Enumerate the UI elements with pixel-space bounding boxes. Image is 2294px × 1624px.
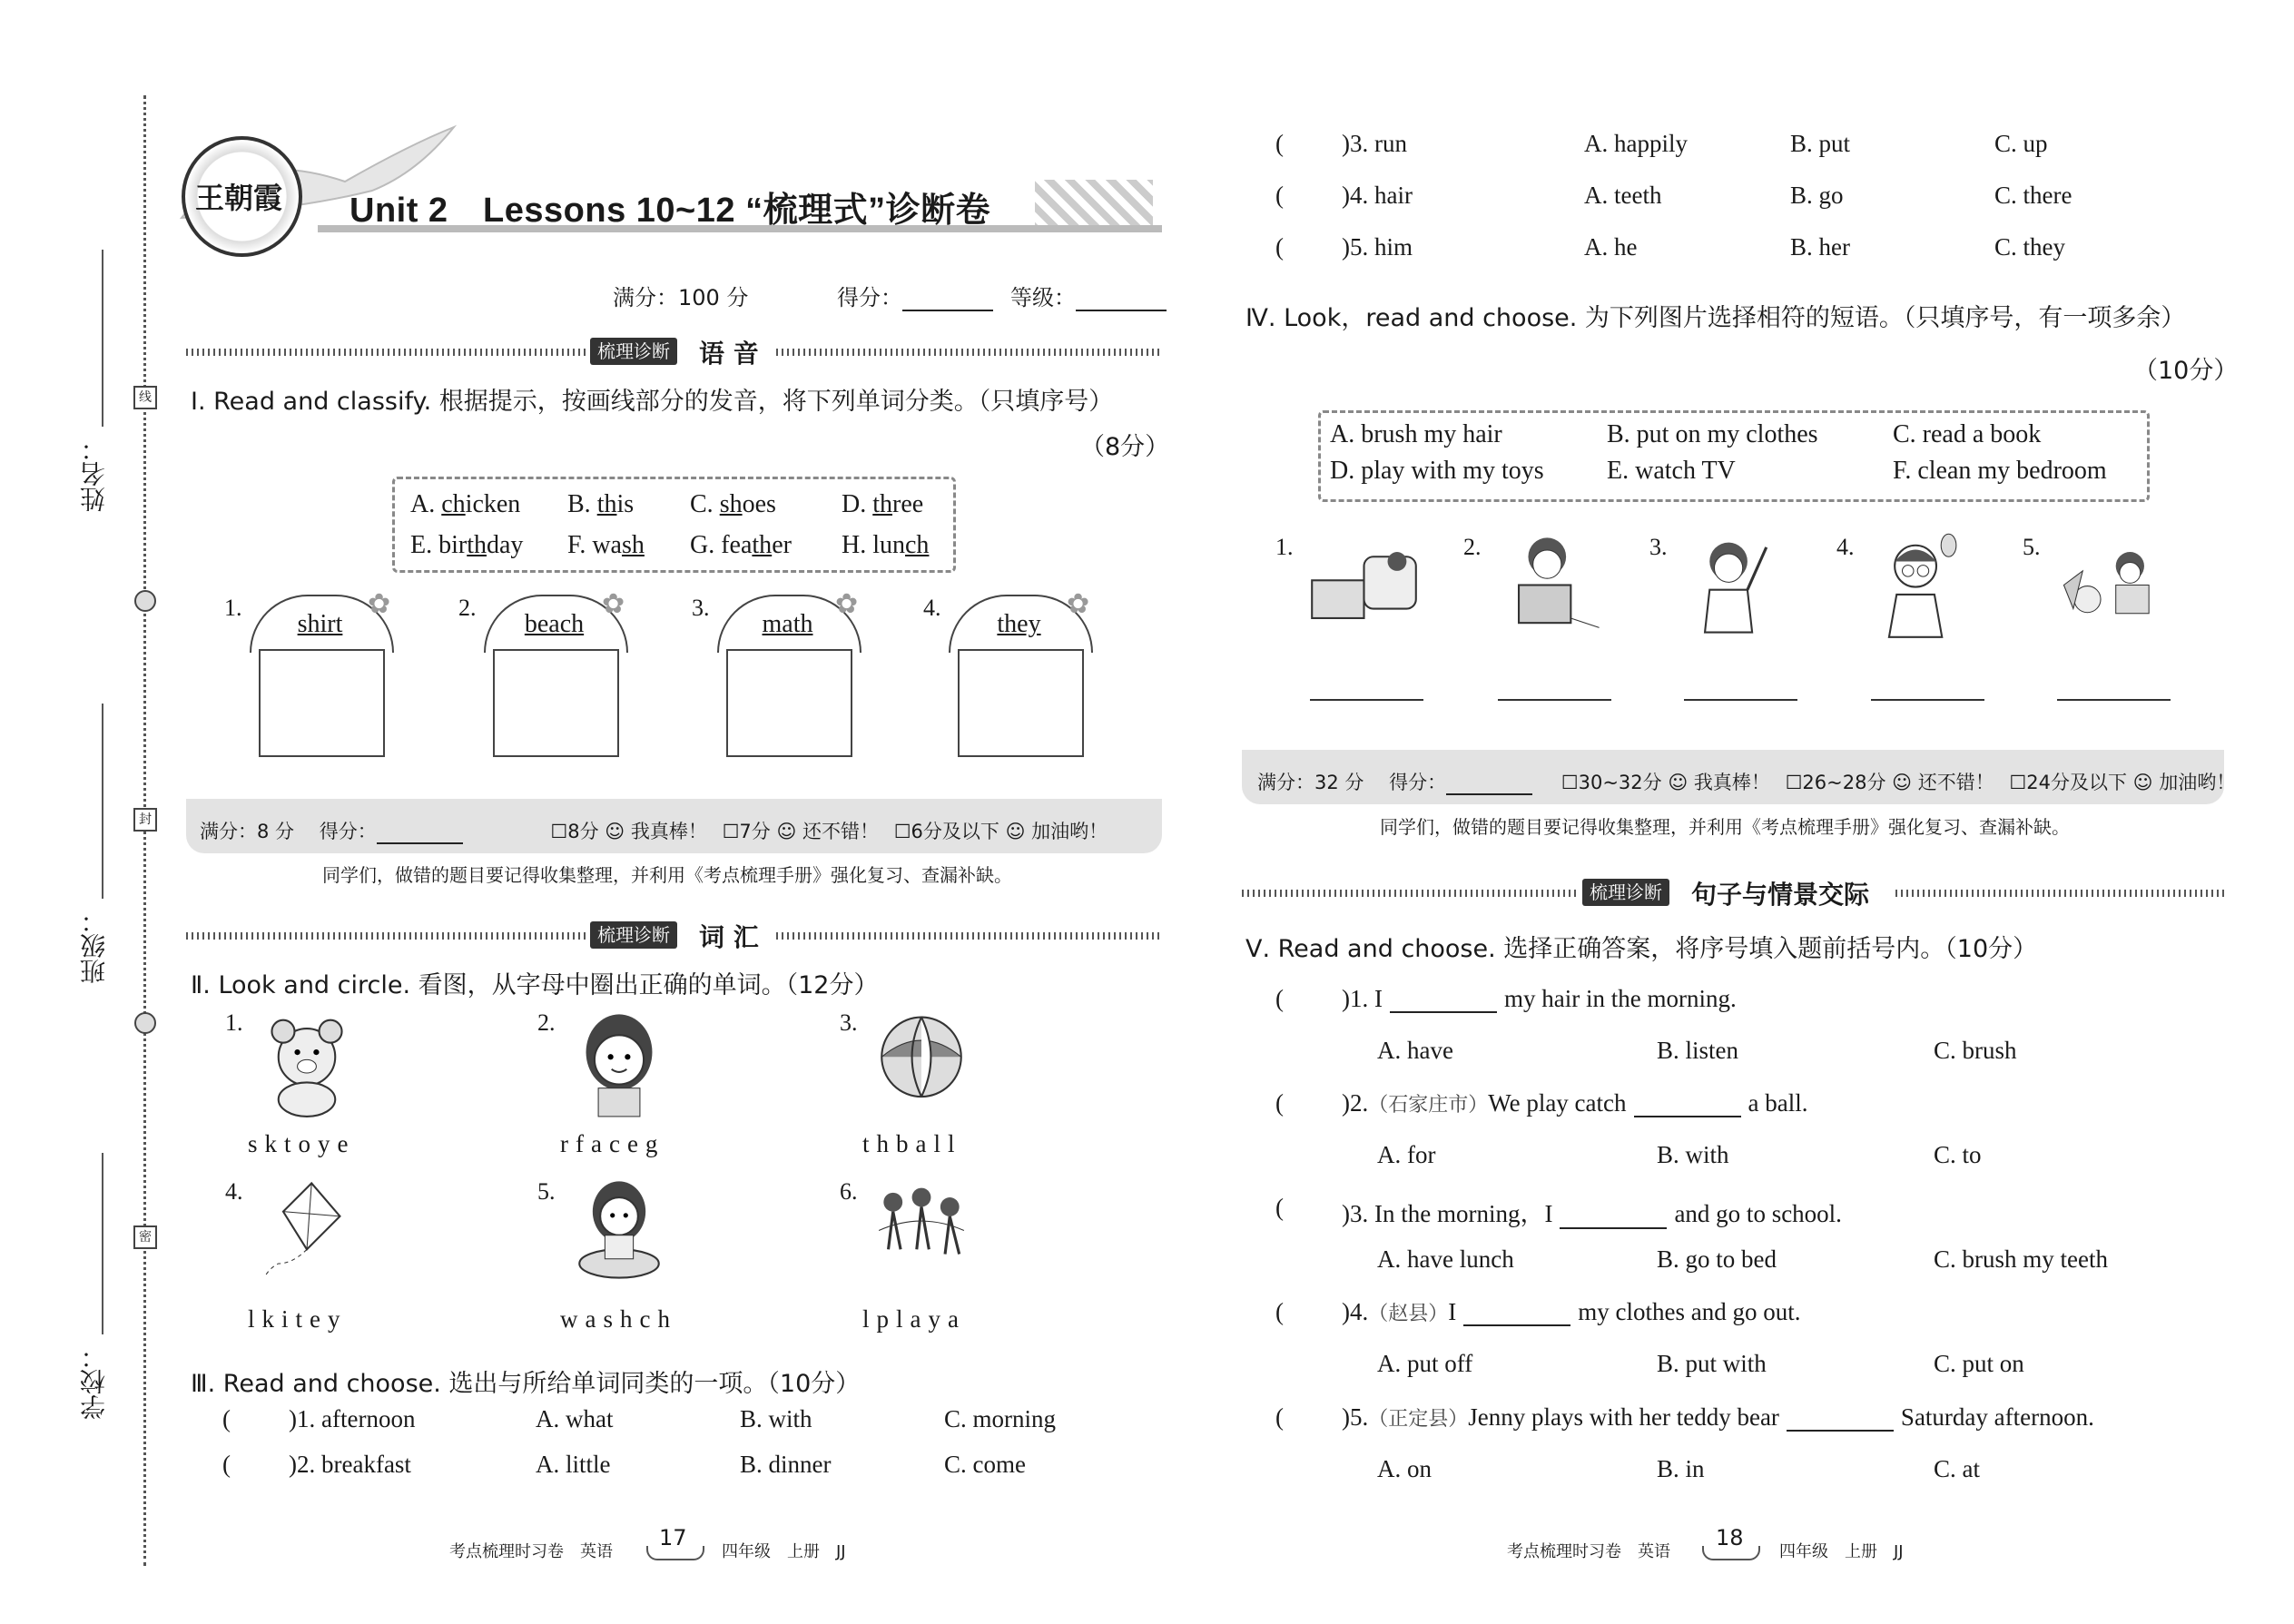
q3-option-c: C. come	[944, 1451, 1026, 1478]
q3-answer-paren[interactable]: (	[1275, 233, 1284, 261]
q2-item-number: 6.	[840, 1178, 858, 1205]
q5-stem-rest: my clothes and go out.	[1578, 1298, 1801, 1325]
q4-pic-number: 4.	[1836, 534, 1855, 560]
q5-option-a: A. put off	[1377, 1350, 1473, 1377]
house-answer-box[interactable]	[726, 649, 852, 757]
q1-heading: Ⅰ. Read and classify. 根据提示，按画线部分的发音，将下列单词分类。（只填序号）	[191, 388, 1114, 416]
q3-answer-paren[interactable]: (	[222, 1451, 231, 1478]
q5-stem-text: Jenny plays with her teddy bear	[1468, 1403, 1779, 1431]
q5-stem-number: )3. In the morning，I	[1342, 1200, 1553, 1227]
girl-washing-icon	[569, 1174, 669, 1292]
flower-icon: ✿	[368, 589, 391, 619]
margin-hole	[134, 1012, 156, 1034]
q5-option-a: A. have	[1377, 1037, 1453, 1064]
q2-item-number: 5.	[537, 1178, 556, 1205]
q1-option-underlined: sh	[621, 531, 645, 559]
q4-answer-blank[interactable]	[1498, 699, 1611, 701]
q1-option-prefix: G. fea	[690, 531, 753, 559]
footer-right-grade: 四年级 上册 JJ	[1779, 1542, 1904, 1561]
house-word: they	[997, 610, 1041, 638]
q1-option	[410, 490, 520, 519]
house-number: 4.	[923, 595, 941, 621]
q3-option-b: B. her	[1790, 233, 1850, 261]
q1-summary: 满分：8 分 得分： ☐8分 ☺ 我真棒！ ☐7分 ☺ 还不错！ ☐6分及以下 ☺ 加油哟！	[200, 821, 1108, 842]
q5-answer-paren[interactable]: (	[1275, 1194, 1284, 1221]
section-title: 语 音	[699, 339, 759, 369]
q4-points: （10分）	[2133, 357, 2239, 385]
q1-option-underlined: th	[596, 490, 617, 518]
beach-ball-icon	[871, 1005, 971, 1123]
q2-letter-grid[interactable]: washch	[560, 1305, 677, 1333]
q5-option-c: C. to	[1934, 1141, 1982, 1168]
watching-tv-icon	[1303, 528, 1425, 646]
q5-stem-rest: and go to school.	[1674, 1200, 1842, 1227]
house-number: 3.	[692, 595, 710, 621]
q1-option-suffix: ree	[892, 490, 924, 518]
q5-stem-number: )2.	[1342, 1089, 1369, 1117]
q5-answer-paren[interactable]: (	[1275, 985, 1284, 1012]
school-label: 学校：	[79, 1343, 109, 1420]
q1-option-prefix: C.	[690, 490, 720, 518]
q3-option-c: C. they	[1994, 233, 2065, 261]
q5-answer-paren[interactable]: (	[1275, 1089, 1284, 1117]
q3-stem: )4. hair	[1342, 182, 1413, 209]
q1-option-suffix: is	[616, 490, 635, 518]
playing-toys-icon	[2050, 528, 2172, 646]
q5-blank[interactable]	[1787, 1404, 1894, 1432]
q1-option-prefix: B.	[567, 490, 597, 518]
q5-region-tag: （赵县）	[1368, 1303, 1449, 1325]
name-field[interactable]	[102, 250, 103, 427]
q3-option-b: B. put	[1790, 130, 1851, 157]
section-header-vocab: 梳理诊断 词 汇	[186, 921, 1162, 949]
q5-stem-rest: my hair in the morning.	[1503, 985, 1737, 1012]
q4-option: A. brush my hair	[1330, 420, 1502, 448]
house-word: shirt	[297, 610, 343, 638]
q5-stem-rest: a ball.	[1748, 1089, 1808, 1117]
q5-stem	[1342, 1298, 1800, 1326]
q2-item-number: 3.	[840, 1009, 858, 1036]
q5-region-tag: （石家庄市）	[1368, 1094, 1489, 1117]
q5-blank[interactable]	[1390, 986, 1497, 1013]
footer-left-text: 考点梳理时习卷 英语	[449, 1542, 613, 1561]
q5-stem	[1342, 1194, 1842, 1229]
q2-item-number: 1.	[225, 1009, 243, 1036]
q1-option-prefix: D.	[842, 490, 873, 518]
full-score: 满分：100 分	[613, 285, 749, 310]
q2-letter-grid[interactable]: sktoye	[248, 1130, 356, 1157]
q1-option-underlined: th	[752, 531, 773, 559]
q5-option-c: C. brush	[1934, 1037, 2017, 1064]
q1-option-underlined: sh	[719, 490, 743, 518]
q5-stem	[1342, 1403, 2094, 1432]
flower-icon: ✿	[602, 589, 625, 619]
q3-answer-paren[interactable]: (	[1275, 130, 1284, 157]
girl-face-icon	[569, 1005, 669, 1123]
q2-item-number: 2.	[537, 1009, 556, 1036]
house-answer-box[interactable]	[493, 649, 619, 757]
q4-answer-blank[interactable]	[1310, 699, 1423, 701]
brand-logo-text: 王朝霞	[195, 181, 283, 215]
house-number: 1.	[224, 595, 242, 621]
q3-answer-paren[interactable]: (	[222, 1405, 231, 1432]
q1-option-suffix: icken	[465, 490, 521, 518]
q4-answer-blank[interactable]	[2057, 699, 2171, 701]
q3-option-b: B. dinner	[740, 1451, 832, 1478]
class-label: 班级：	[79, 908, 109, 984]
q5-region-tag: （正定县）	[1368, 1408, 1469, 1431]
q2-heading: Ⅱ. Look and circle. 看图，从字母中圈出正确的单词。（12分）	[191, 971, 879, 999]
q5-stem-number: )1. I	[1342, 985, 1383, 1012]
margin-mark-seal: 封	[133, 808, 157, 832]
q1-option-underlined: ch	[441, 490, 466, 518]
q5-answer-paren[interactable]: (	[1275, 1403, 1284, 1431]
q3-answer-paren[interactable]: (	[1275, 182, 1284, 209]
house-word: beach	[524, 610, 585, 638]
flower-icon: ✿	[835, 589, 859, 619]
q5-option-c: C. at	[1934, 1455, 1980, 1482]
q2-letter-grid[interactable]: rfaceg	[560, 1130, 665, 1157]
q5-option-b: B. with	[1657, 1141, 1729, 1168]
q5-stem	[1342, 985, 1737, 1013]
house-number: 2.	[458, 595, 477, 621]
q5-option-b: B. put with	[1657, 1350, 1767, 1377]
q1-option-prefix: H. lun	[842, 531, 905, 559]
q1-option	[690, 531, 792, 560]
q5-option-a: A. on	[1377, 1455, 1432, 1482]
class-field[interactable]	[102, 704, 103, 899]
grade-field[interactable]: 等级：	[1010, 280, 1167, 311]
q3-stem: )2. breakfast	[289, 1451, 411, 1478]
q1-option	[567, 531, 645, 560]
q3-option-a: A. teeth	[1584, 182, 1662, 209]
q5-blank[interactable]	[1463, 1299, 1570, 1326]
q2-letter-grid[interactable]: thball	[862, 1130, 962, 1157]
q4-heading: Ⅳ. Look，read and choose. 为下列图片选择相符的短语。（只填序号，有一项多余）	[1245, 304, 2186, 332]
q2-letter-grid[interactable]: lplaya	[862, 1305, 966, 1333]
house-answer-box[interactable]	[958, 649, 1084, 757]
q5-blank[interactable]	[1560, 1202, 1667, 1229]
q1-option	[567, 490, 634, 519]
q1-option-suffix: oes	[742, 490, 776, 518]
page-title: Unit 2 Lessons 10~12 “梳理式”诊断卷	[350, 192, 991, 230]
q3-stem: )5. him	[1342, 233, 1413, 261]
margin-hole	[134, 590, 156, 612]
q4-option: C. read a book	[1893, 420, 2042, 448]
q5-heading: Ⅴ. Read and choose. 选择正确答案，将序号填入题前括号内。（10分）	[1245, 935, 2038, 963]
q3-stem: )1. afternoon	[289, 1405, 416, 1432]
q1-option-underlined: th	[872, 490, 893, 518]
q4-pic-number: 2.	[1463, 534, 1482, 560]
q5-stem-text: I	[1448, 1298, 1457, 1325]
q1-option-prefix: A.	[410, 490, 442, 518]
q1-option-prefix: F. wa	[567, 531, 622, 559]
name-label: 姓名：	[79, 436, 109, 512]
q3-option-c: C. there	[1994, 182, 2072, 209]
q4-pic-number: 1.	[1275, 534, 1294, 560]
q2-item-number: 4.	[225, 1178, 243, 1205]
margin-mark-secret: 密	[133, 1225, 157, 1249]
q1-points: （8分）	[1080, 433, 1170, 461]
q4-summary: 满分：32 分 得分： ☐30~32分 ☺ 我真棒！ ☐26~28分 ☺ 还不错！ ☐24分及以下 ☺ 加油哟！	[1257, 772, 2236, 793]
q4-option: E. watch TV	[1607, 457, 1736, 485]
q1-option	[690, 490, 776, 519]
q3-option-a: A. happily	[1584, 130, 1688, 157]
q5-stem-text: We play catch	[1488, 1089, 1627, 1117]
q3-option-a: A. little	[536, 1451, 611, 1478]
q5-stem-rest: Saturday afternoon.	[1900, 1403, 2094, 1431]
q4-answer-blank[interactable]	[1871, 699, 1984, 701]
q3-option-a: A. what	[536, 1405, 614, 1432]
score-field[interactable]: 得分：	[837, 280, 993, 311]
section-header-sentence: 梳理诊断 句子与情景交际	[1242, 879, 2224, 906]
q5-option-a: A. have lunch	[1377, 1245, 1514, 1273]
teddy-bear-icon	[257, 1005, 357, 1123]
q3-option-c: C. up	[1994, 130, 2048, 157]
q2-letter-grid[interactable]: lkitey	[248, 1305, 348, 1333]
margin-mark-line: 线	[133, 386, 157, 409]
q5-option-b: B. in	[1657, 1455, 1705, 1482]
q5-stem-number: )5.	[1342, 1403, 1369, 1431]
reminder-note: 同学们，做错的题目要记得收集整理，并利用《考点梳理手册》强化复习、查漏补缺。	[1380, 816, 2070, 838]
q4-option: D. play with my toys	[1330, 457, 1544, 485]
q5-answer-paren[interactable]: (	[1275, 1298, 1284, 1325]
q5-option-c: C. put on	[1934, 1350, 2024, 1377]
house-answer-box[interactable]	[259, 649, 385, 757]
footer-right-text: 考点梳理时习卷 英语	[1507, 1542, 1670, 1561]
q5-blank[interactable]	[1634, 1090, 1741, 1117]
q4-pic-number: 3.	[1649, 534, 1668, 560]
q3-stem: )3. run	[1342, 130, 1407, 157]
children-playing-icon	[871, 1174, 971, 1292]
page-number-right: 18	[1716, 1525, 1744, 1550]
q1-option-underlined: th	[467, 531, 487, 559]
q5-option-b: B. go to bed	[1657, 1245, 1777, 1273]
q5-stem	[1342, 1089, 1808, 1117]
q4-option: B. put on my clothes	[1607, 420, 1818, 448]
flower-icon: ✿	[1067, 589, 1090, 619]
school-field[interactable]	[102, 1153, 103, 1334]
q1-option-suffix: er	[772, 531, 792, 559]
putting-on-clothes-icon	[1677, 528, 1799, 646]
footer-left-grade: 四年级 上册 JJ	[722, 1542, 846, 1561]
q1-option	[842, 490, 923, 519]
q1-option-prefix: E. bir	[410, 531, 468, 559]
q1-option-suffix: day	[487, 531, 524, 559]
q3-option-b: B. with	[740, 1405, 812, 1432]
q1-option	[842, 531, 929, 560]
q5-option-a: A. for	[1377, 1141, 1436, 1168]
q4-option: F. clean my bedroom	[1893, 457, 2107, 485]
kite-icon	[257, 1174, 357, 1292]
q3-option-b: B. go	[1790, 182, 1844, 209]
q5-stem-number: )4.	[1342, 1298, 1369, 1325]
q4-pic-number: 5.	[2023, 534, 2041, 560]
section-badge: 梳理诊断	[590, 338, 677, 365]
q3-option-c: C. morning	[944, 1405, 1057, 1432]
reminder-note: 同学们，做错的题目要记得收集整理，并利用《考点梳理手册》强化复习、查漏补缺。	[322, 864, 1012, 886]
q5-option-c: C. brush my teeth	[1934, 1245, 2108, 1273]
page-number-left: 17	[659, 1525, 687, 1550]
brushing-hair-icon	[1864, 528, 1986, 646]
q5-option-b: B. listen	[1657, 1037, 1739, 1064]
q4-answer-blank[interactable]	[1684, 699, 1797, 701]
section-header-phonics	[186, 338, 1162, 369]
q3-option-a: A. he	[1584, 233, 1638, 261]
q3-heading: Ⅲ. Read and choose. 选出与所给单词同类的一项。（10分）	[191, 1370, 861, 1398]
q1-option-underlined: ch	[905, 531, 930, 559]
house-word: math	[762, 610, 813, 638]
reading-book-icon	[1491, 528, 1613, 646]
q1-option	[410, 531, 523, 560]
